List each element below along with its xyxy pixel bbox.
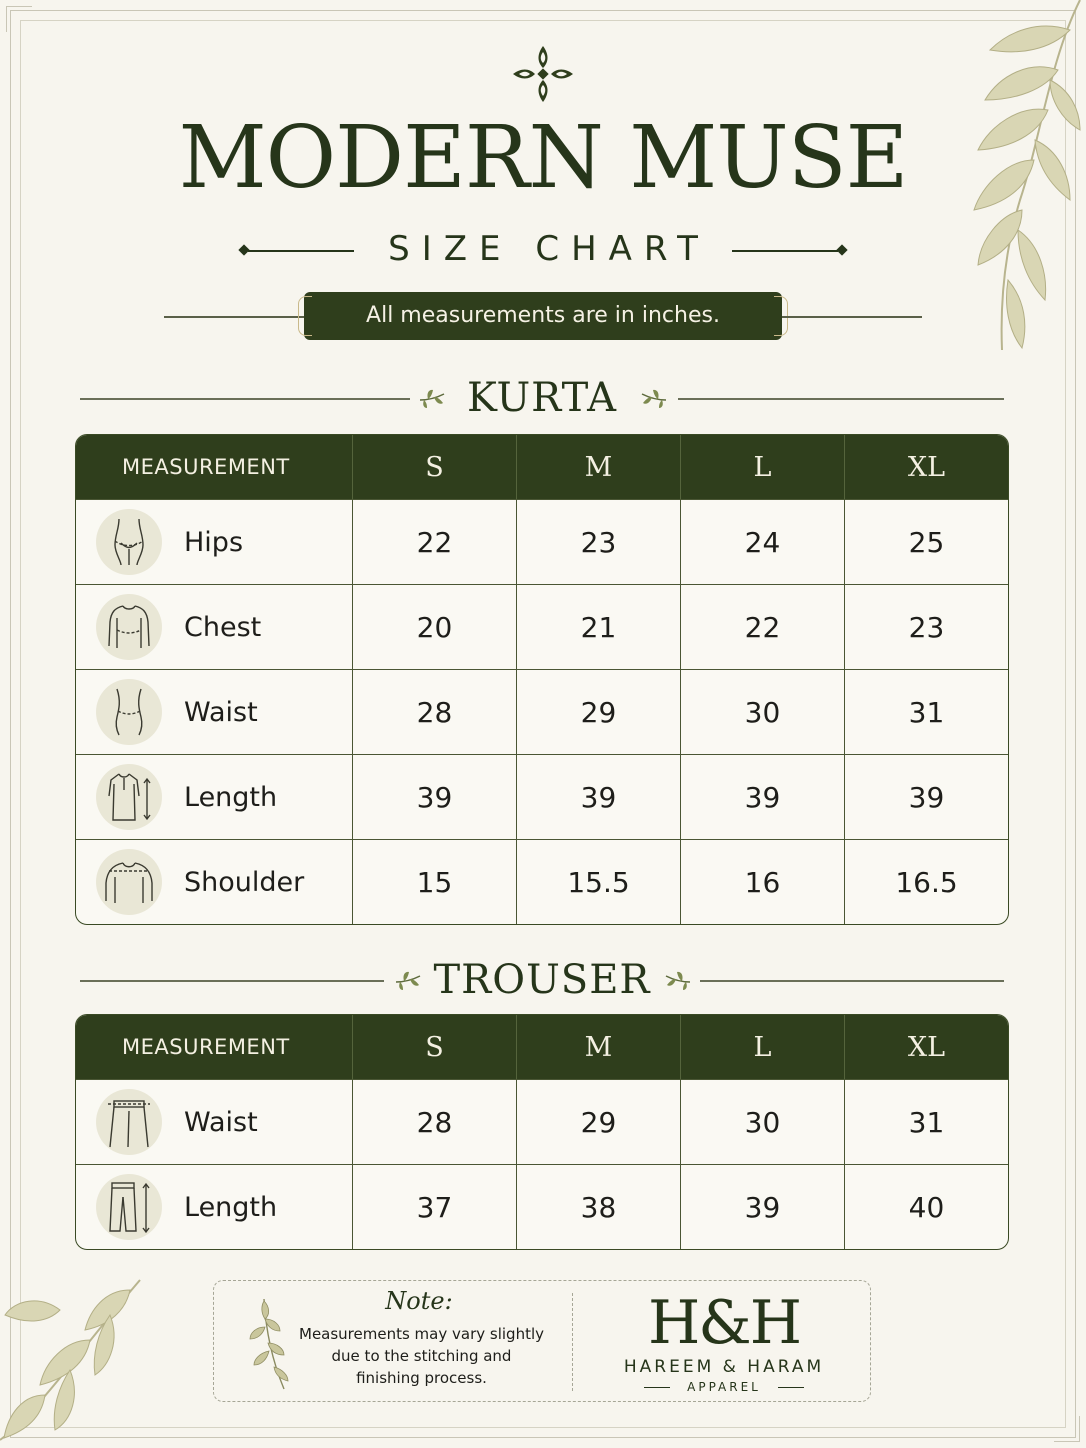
- table-row: [76, 1079, 1008, 1164]
- divider-line: [700, 980, 1004, 982]
- measurement-label: Waist: [184, 1106, 258, 1138]
- brand-logo-mark: H&H: [647, 1288, 801, 1358]
- measurement-label: Waist: [184, 696, 258, 728]
- header-size-s: S: [353, 435, 517, 499]
- value-cell: 39: [353, 755, 517, 839]
- leaf-branch-decoration: [0, 1270, 150, 1448]
- kurta-section-heading: [80, 375, 1004, 421]
- value-cell: 31: [908, 1105, 945, 1139]
- divider-line: [80, 980, 384, 982]
- measurement-cell: [76, 755, 353, 839]
- ornament-icon: [511, 44, 575, 104]
- header-measurement: MEASUREMENT: [76, 435, 353, 499]
- value-cell: 21: [517, 585, 681, 669]
- table-header: [76, 1015, 1008, 1079]
- header-size-l: L: [681, 1015, 845, 1079]
- measurement-cell: [76, 840, 353, 924]
- sprig-icon: [664, 968, 692, 992]
- brand-logo-sub-row: [644, 1379, 804, 1395]
- value-cell: 24: [681, 500, 845, 584]
- header-size-m: M: [517, 1015, 681, 1079]
- value-cell: 15: [353, 840, 517, 924]
- table-header: [76, 435, 1008, 499]
- value-cell: 16.5: [895, 865, 958, 899]
- value-cell: 30: [681, 670, 845, 754]
- note-text: [284, 1323, 559, 1389]
- measurement-cell: [76, 500, 353, 584]
- table-row: [76, 1164, 1008, 1249]
- value-cell: 39: [681, 755, 845, 839]
- value-cell: 39: [908, 780, 945, 814]
- kurta-size-table: [75, 434, 1009, 925]
- divider-line: [782, 316, 922, 318]
- header-size-xl: XL: [907, 451, 946, 483]
- measurement-label: Chest: [184, 611, 262, 643]
- measurement-label: Length: [184, 781, 278, 813]
- value-cell: 30: [681, 1080, 845, 1164]
- value-cell: 28: [353, 1080, 517, 1164]
- value-cell: 31: [908, 695, 945, 729]
- frame-corner: [1054, 1416, 1080, 1442]
- note-box: [213, 1280, 871, 1402]
- note-divider: [572, 1293, 573, 1391]
- brand-logo-name: HAREEM & HARAM: [623, 1357, 825, 1377]
- measurement-cell: [76, 670, 353, 754]
- note-title: Note:: [385, 1287, 453, 1315]
- value-cell: 28: [353, 670, 517, 754]
- value-cell: 22: [353, 500, 517, 584]
- table-row: [76, 669, 1008, 754]
- waist-icon: [96, 679, 162, 745]
- units-banner-row: [164, 292, 922, 342]
- divider-line: [732, 250, 838, 252]
- value-cell: 39: [681, 1165, 845, 1249]
- value-cell: 29: [517, 1080, 681, 1164]
- value-cell: 16: [681, 840, 845, 924]
- header-measurement: MEASUREMENT: [76, 1015, 353, 1079]
- trouser-waist-icon: [96, 1089, 162, 1155]
- divider-line: [778, 1387, 804, 1388]
- divider-line: [678, 398, 1004, 400]
- value-cell: 22: [681, 585, 845, 669]
- sprig-icon: [418, 386, 446, 410]
- header-size-xl: XL: [907, 1031, 946, 1063]
- value-cell: 25: [908, 525, 945, 559]
- note-line: due to the stitching and: [331, 1347, 512, 1365]
- measurement-cell: [76, 585, 353, 669]
- measurement-cell: [76, 1080, 353, 1164]
- value-cell: 39: [517, 755, 681, 839]
- units-banner-text: All measurements are in inches.: [366, 303, 720, 328]
- trouser-size-table: [75, 1014, 1009, 1250]
- banner-cap: [298, 296, 312, 336]
- shoulder-icon: [96, 849, 162, 915]
- kurta-length-icon: [96, 764, 162, 830]
- trouser-title: TROUSER: [433, 957, 651, 1003]
- divider-line: [164, 316, 304, 318]
- note-line: Measurements may vary slightly: [299, 1325, 544, 1343]
- brand-logo-sub: APPAREL: [687, 1380, 761, 1394]
- table-row: [76, 584, 1008, 669]
- size-chart-subtitle: SIZE CHART: [388, 229, 710, 269]
- note-line: finishing process.: [356, 1369, 487, 1387]
- header-size-l: L: [681, 435, 845, 499]
- subtitle-row: [240, 226, 846, 272]
- hips-icon: [96, 509, 162, 575]
- value-cell: 20: [353, 585, 517, 669]
- value-cell: 37: [353, 1165, 517, 1249]
- units-banner: [304, 292, 782, 340]
- frame-corner: [6, 6, 32, 32]
- value-cell: 23: [908, 610, 945, 644]
- table-row: [76, 754, 1008, 839]
- trouser-section-heading: [80, 957, 1004, 1003]
- value-cell: 40: [908, 1190, 945, 1224]
- measurement-label: Length: [184, 1191, 278, 1223]
- brand-title: MODERN MUSE: [178, 108, 908, 208]
- kurta-title: KURTA: [467, 375, 617, 421]
- value-cell: 15.5: [517, 840, 681, 924]
- trouser-length-icon: [96, 1174, 162, 1240]
- header-size-m: M: [517, 435, 681, 499]
- sprig-icon: [640, 386, 668, 410]
- divider-line: [80, 398, 410, 400]
- value-cell: 23: [517, 500, 681, 584]
- measurement-label: Hips: [184, 526, 244, 558]
- value-cell: 29: [517, 670, 681, 754]
- sprig-icon: [394, 968, 422, 992]
- header-size-s: S: [353, 1015, 517, 1079]
- table-row: [76, 839, 1008, 924]
- measurement-label: Shoulder: [184, 866, 305, 898]
- table-row: [76, 499, 1008, 584]
- measurement-cell: [76, 1165, 353, 1249]
- value-cell: 38: [517, 1165, 681, 1249]
- chest-icon: [96, 594, 162, 660]
